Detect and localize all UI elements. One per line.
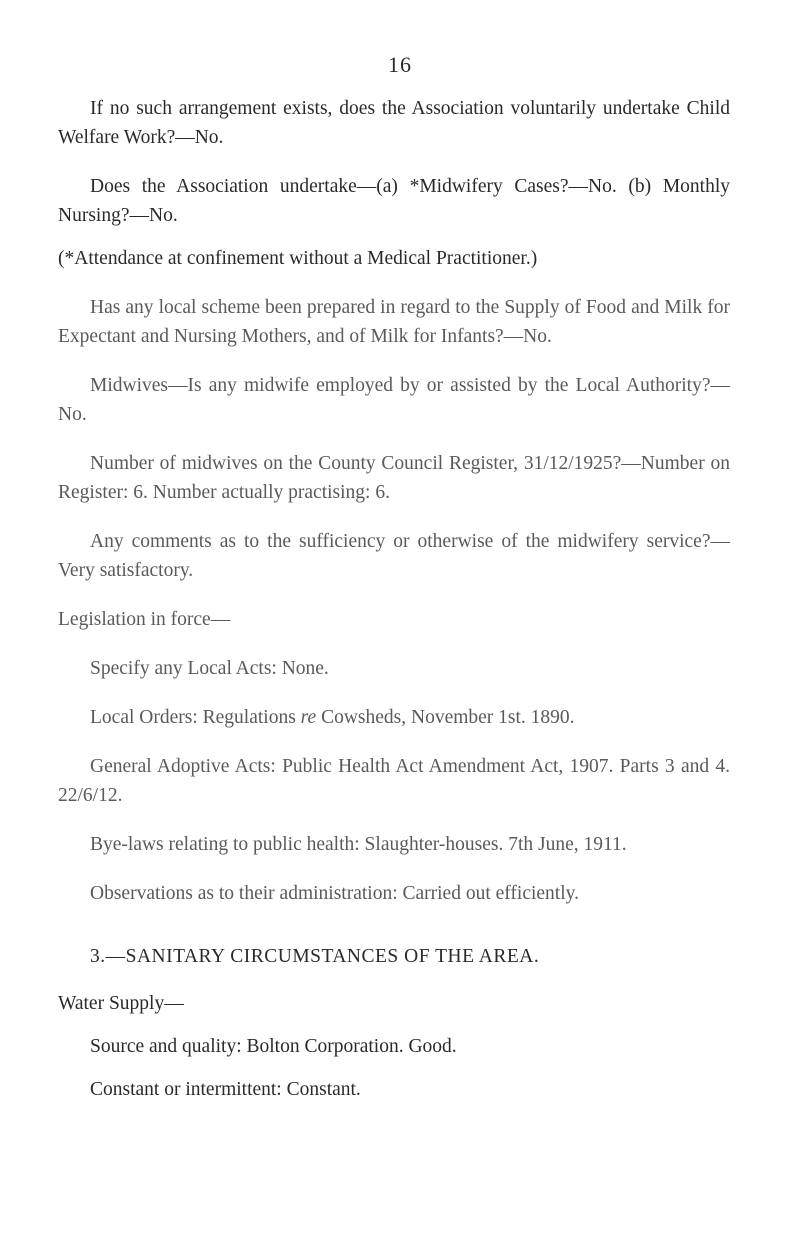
local-orders-suffix: Cowsheds, November 1st. 1890. bbox=[316, 707, 575, 728]
paragraph-water-supply: Water Supply— bbox=[58, 993, 184, 1014]
paragraph-adoptive-acts: General Adoptive Acts: Public Health Act Amendment Act, 1907. Parts 3 and 4. 22/6/12. bbox=[58, 756, 730, 806]
paragraph-midwifery-cases: Does the Association undertake—(a) *Midwifery Cases?—No. (b) Monthly Nursing?—No. bbox=[58, 176, 730, 226]
paragraph-child-welfare: If no such arrangement exists, does the Association voluntarily undertake Child Welfare Work?—No. bbox=[58, 98, 730, 148]
local-orders-re: re bbox=[300, 707, 317, 728]
document-body bbox=[58, 94, 730, 1118]
paragraph-local-orders bbox=[58, 703, 730, 732]
paragraph-midwives-register: Number of midwives on the County Council Register, 31/12/1925?—Number on Register: 6. Number actually practising: 6. bbox=[58, 453, 730, 503]
section-heading-sanitary: 3.—SANITARY CIRCUMSTANCES OF THE AREA. bbox=[90, 946, 540, 967]
paragraph-attendance-note: (*Attendance at confinement without a Medical Practitioner.) bbox=[58, 248, 538, 269]
paragraph-water-source: Source and quality: Bolton Corporation. Good. bbox=[90, 1036, 457, 1057]
page-number: 16 bbox=[388, 52, 412, 77]
paragraph-legislation-heading: Legislation in force— bbox=[58, 609, 231, 630]
local-orders-prefix: Local Orders: Regulations bbox=[90, 707, 301, 728]
paragraph-bye-laws: Bye-laws relating to public health: Slaughter-houses. 7th June, 1911. bbox=[90, 834, 627, 855]
paragraph-local-acts: Specify any Local Acts: None. bbox=[90, 658, 329, 679]
paragraph-water-constancy: Constant or intermittent: Constant. bbox=[90, 1079, 361, 1100]
paragraph-food-milk-scheme: Has any local scheme been prepared in regard to the Supply of Food and Milk for Expectant and Nursing Mothers, and of Milk for Infants?—No. bbox=[58, 297, 730, 347]
paragraph-observations: Observations as to their administration: Carried out efficiently. bbox=[90, 883, 580, 904]
paragraph-midwifery-comments: Any comments as to the sufficiency or otherwise of the midwifery service?—Very satisfactory. bbox=[58, 531, 730, 581]
paragraph-midwives: Midwives—Is any midwife employed by or assisted by the Local Authority?—No. bbox=[58, 375, 730, 425]
